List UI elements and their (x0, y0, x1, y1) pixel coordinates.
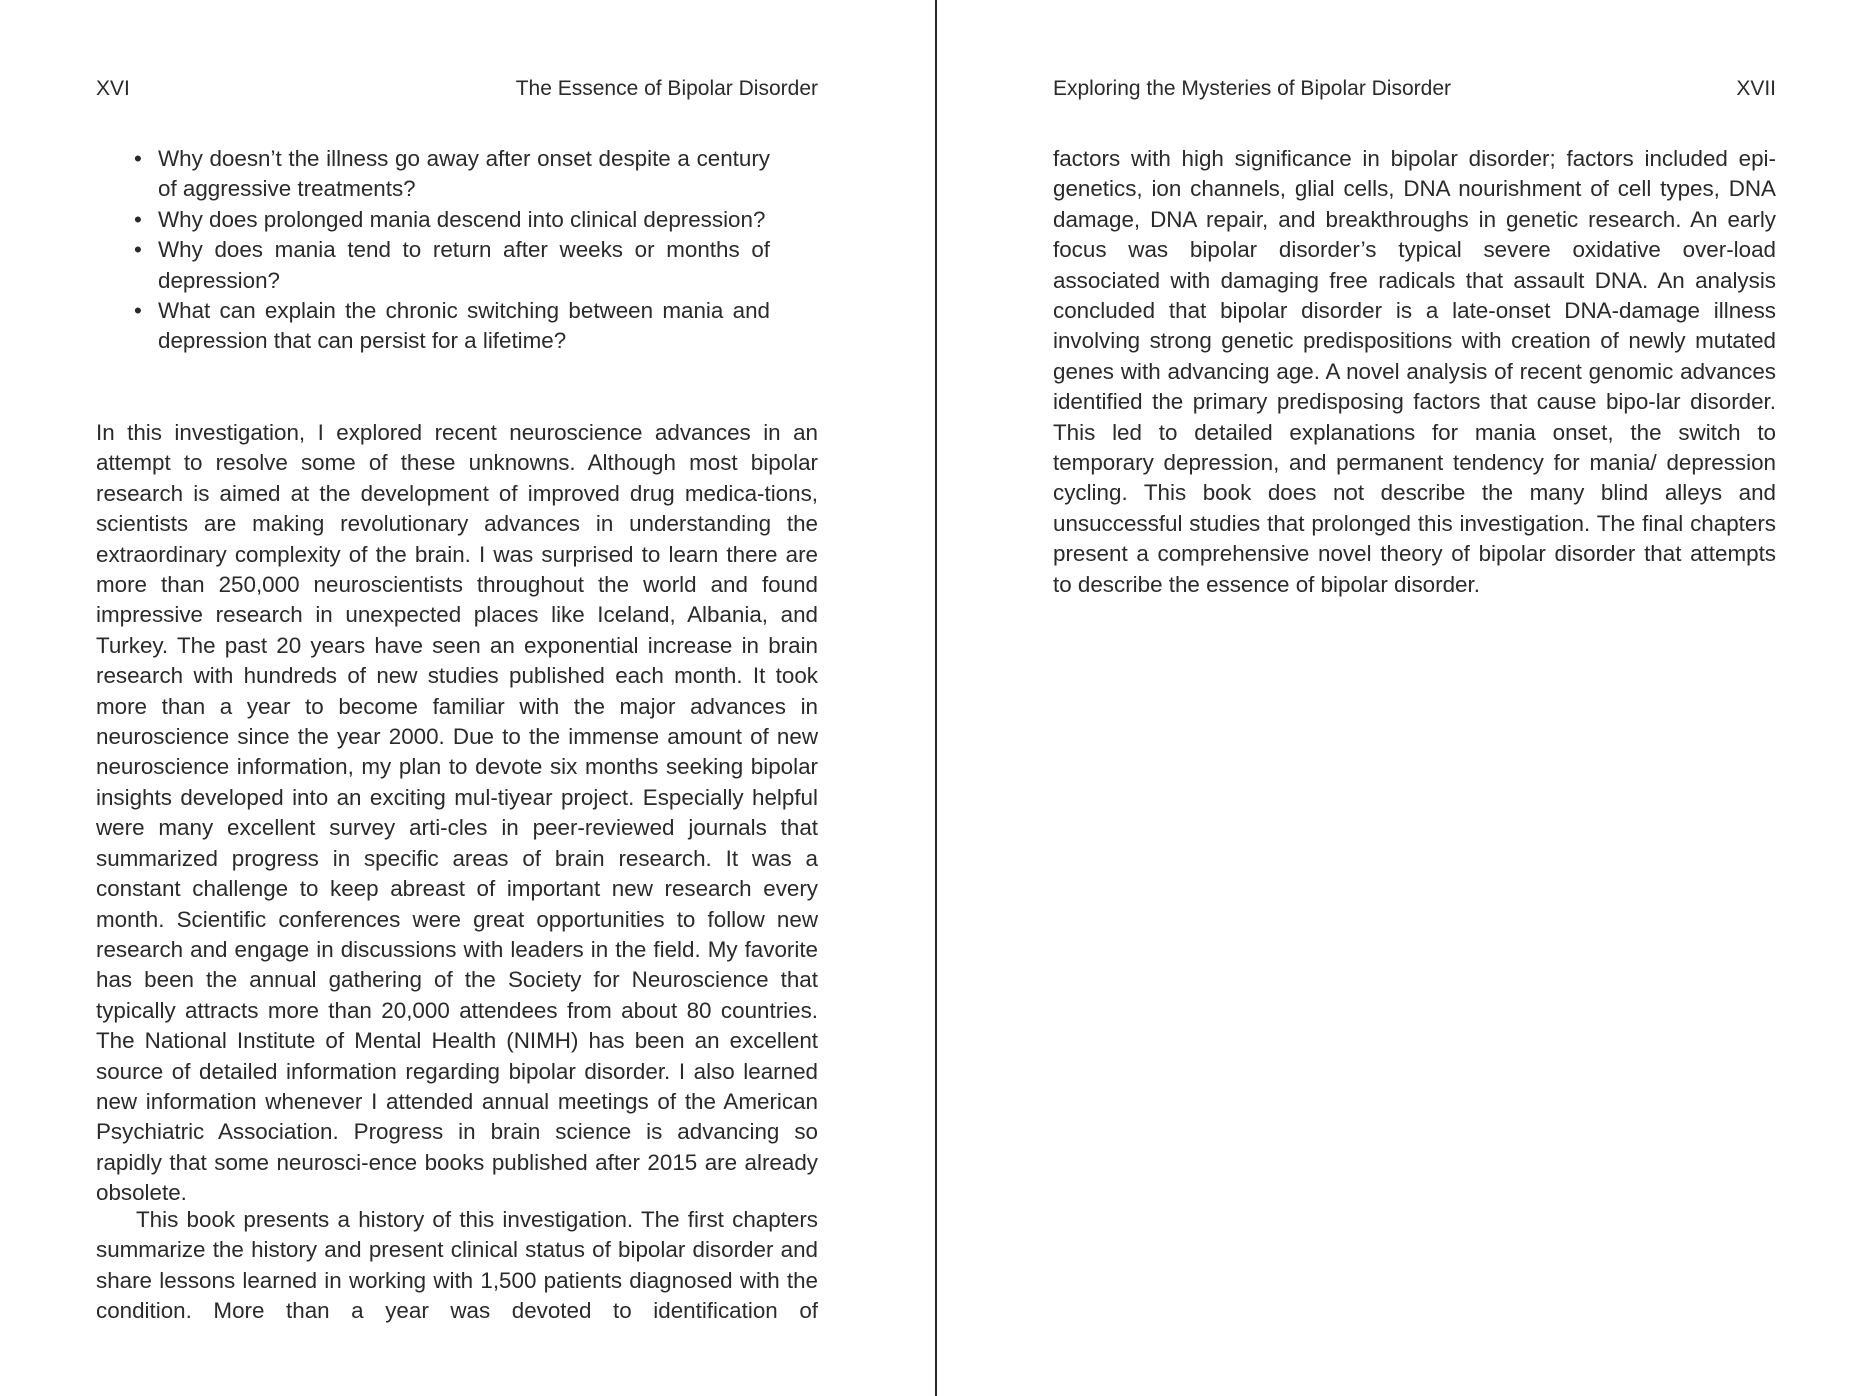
left-page (96, 0, 818, 1396)
list-item (134, 296, 770, 357)
left-running-head (96, 74, 818, 104)
bullet-icon: • (134, 237, 142, 263)
list-item-text: Why does mania tend to return after weeks or months of depression? (158, 237, 770, 293)
body-paragraph: factors with high significance in bipolar disorder; factors included epi-genetics, ion channels, glial cells, DNA nourishment of cell types, DNA damage, DNA repair, and breakthroughs in genetic research. An early focus was bipolar disorder’s typical severe oxidative over-load associated with damaging free radicals that assault DNA. An analysis concluded that bipolar disorder is a late-onset DNA-damage illness involving strong genetic predispositions with creation of newly mutated genes with advancing age. A novel analysis of recent genomic advances identified the primary predisposing factors that cause bipo-lar disorder. This led to detailed explanations for mania onset, the switch to temporary depression, and permanent tendency for mania/ depression cycling. This book does not describe the many blind alleys and unsuccessful studies that prolonged this investigation. The final chapters present a comprehensive novel theory of bipolar disorder that attempts to describe the essence of bipolar disorder. (1053, 146, 1776, 597)
right-page (1053, 0, 1776, 1396)
list-item-text: Why does prolonged mania descend into clinical depression? (158, 206, 766, 232)
list-item (134, 205, 770, 235)
running-title: The Essence of Bipolar Disorder (515, 77, 818, 100)
page-number: XVII (1736, 77, 1776, 100)
list-item-text: What can explain the chronic switching between mania and depression that can persist for a lifetime? (158, 298, 770, 354)
question-list (134, 144, 770, 357)
bullet-icon: • (134, 206, 142, 232)
list-item (134, 144, 770, 205)
right-running-head (1053, 74, 1776, 104)
list-item-text: Why doesn’t the illness go away after onset despite a century of aggressive treatments? (158, 146, 770, 202)
running-title: Exploring the Mysteries of Bipolar Disorder (1053, 77, 1451, 100)
list-item (134, 235, 770, 296)
body-paragraph: In this investigation, I explored recent neuroscience advances in an attempt to resolve some of these unknowns. Although most bipolar research is aimed at the development of improved drug medica-tions, scientists are making revolutionary advances in understanding the extraordinary complexity of the brain. I was surprised to learn there are more than 250,000 neuroscientists throughout the world and found impressive research in unexpected places like Iceland, Albania, and Turkey. The past 20 years have seen an exponential increase in brain research with hundreds of new studies published each month. It took more than a year to become familiar with the major advances in neuroscience since the year 2000. Due to the immense amount of new neuroscience information, my plan to devote six months seeking bipolar insights developed into an exciting mul-tiyear project. Especially helpful were many excellent survey arti-cles in peer-reviewed journals that summarized progress in specific areas of brain research. It was a constant challenge to keep abreast of important new research every month. Scientific conferences were great opportunities to follow new research and engage in discussions with leaders in the field. My favorite has been the annual gathering of the Society for Neuroscience that typically attracts more than 20,000 attendees from about 80 countries. The National Institute of Mental Health (NIMH) has been an excellent source of detailed information regarding bipolar disorder. I also learned new information whenever I attended annual meetings of the American Psychiatric Association. Progress in brain science is advancing so rapidly that some neurosci-ence books published after 2015 are already obsolete. (96, 420, 818, 1206)
body-paragraph: This book presents a history of this investigation. The first chapters summarize the history and present clinical status of bipolar disorder and share lessons learned in working with 1,500 patients diagnosed with the condition. More than a year was devoted to identification of (96, 1207, 818, 1324)
bullet-icon: • (134, 298, 142, 324)
page-divider (935, 0, 937, 1396)
bullet-icon: • (134, 146, 142, 171)
page-number: XVI (96, 77, 130, 100)
